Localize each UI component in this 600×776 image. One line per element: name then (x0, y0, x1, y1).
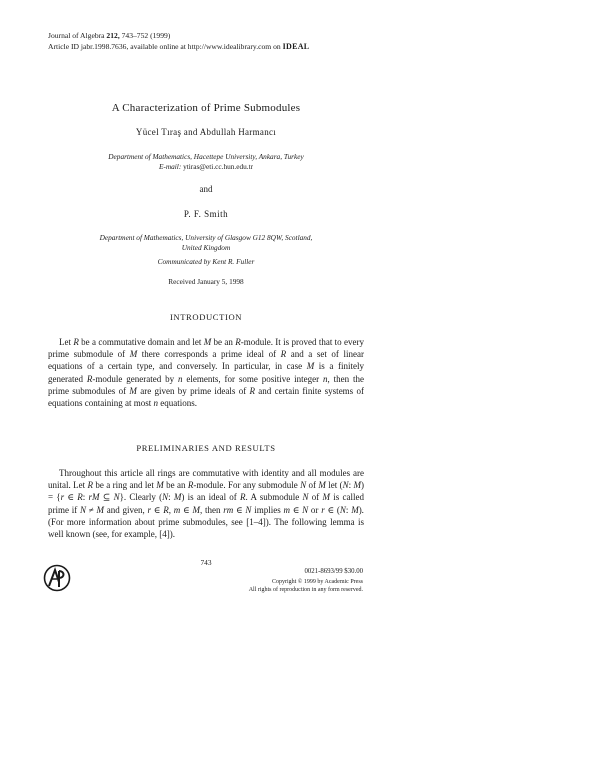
authors: Yücel Tıraş and Abdullah Harmancı (135, 127, 277, 137)
author-smith: P. F. Smith (183, 209, 229, 219)
email-line: E-mail: ytiras@eti.cc.hun.edu.tr (158, 162, 254, 171)
received-date: Received January 5, 1998 (168, 277, 244, 286)
rights-reserved: All rights of reproduction in any form reserved. (248, 587, 363, 593)
journal-citation: Journal of Algebra 212, 743–752 (1999) (48, 31, 171, 40)
academic-press-logo (43, 564, 71, 592)
section-heading-preliminaries: PRELIMINARIES AND RESULTS (136, 443, 276, 453)
copyright: Copyright © 1999 by Academic Press (271, 579, 363, 585)
email-address: ytiras@eti.cc.hun.edu.tr (183, 162, 254, 171)
and-connector: and (199, 184, 213, 194)
article-id-line: Article ID jabr.1998.7636, available online at http://www.idealibrary.com on IDEAL (48, 42, 310, 51)
paper-title: A Characterization of Prime Submodules (111, 102, 301, 114)
affiliation-glasgow: Department of Mathematics, University of Glasgow G12 8QW, Scotland, United Kingdom (99, 233, 313, 252)
introduction-paragraph: Let R be a commutative domain and let M be an R-module. It is proved that to every prime submodule of M there corresponds a prime ideal of R and a set of linear equations of a certain type, and conversely. In particular, in case M is a finitely generated R-module generated by n elements, for some positive integer n, then the prime submodules of M are given by prime ideals of R and certain finite systems of equations containing at most n equations. (48, 337, 365, 409)
page-number: 743 (200, 558, 212, 567)
section-heading-introduction: INTRODUCTION (169, 312, 243, 322)
preliminaries-paragraph: Throughout this article all rings are commutative with identity and all modules are unital. Let R be a ring and let M be an R-module. For any submodule N of M let (N: M) = {r ∈ R: rM ⊆ N}. Clearly (N: M) is an ideal of R. A submodule N of M is called prime if N ≠ M and given, r ∈ R, m ∈ M, then rm ∈ N implies m ∈ N or r ∈ (N: M). (For more information about prime submodules, see [1–4]). The following lemma is well known (see, for example, [4]). (48, 468, 364, 540)
issn-price: 0021-8693/99 $30.00 (304, 568, 363, 575)
communicated-by: Communicated by Kent R. Fuller (157, 257, 255, 266)
affiliation-hacettepe: Department of Mathematics, Hacettepe University, Ankara, Turkey (108, 152, 304, 161)
ideal-logo: IDEAL (282, 42, 310, 51)
